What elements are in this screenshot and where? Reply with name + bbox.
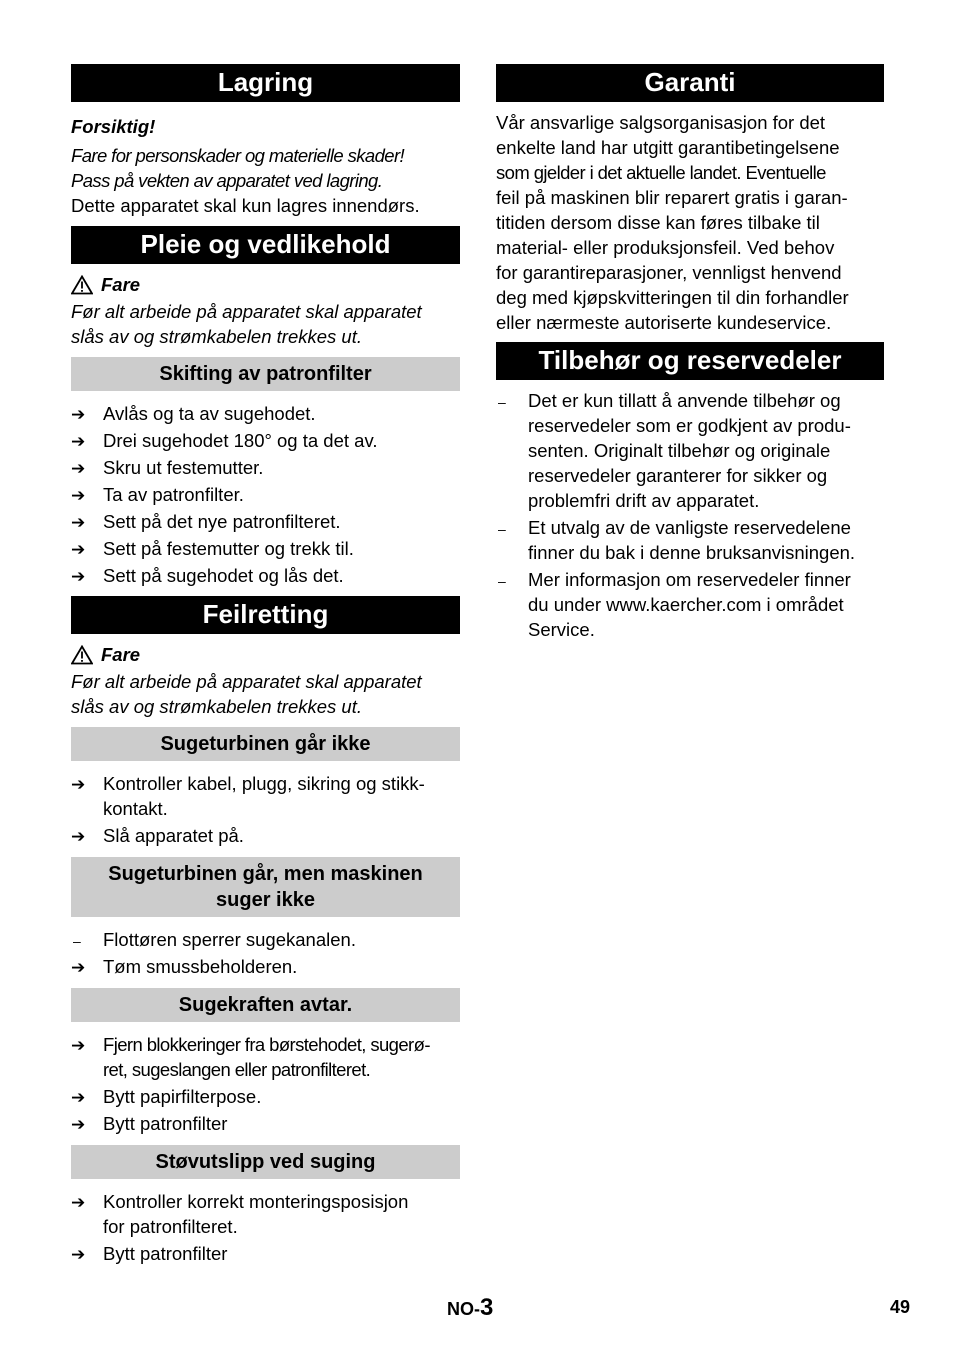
heading-lagring: Lagring (71, 64, 460, 102)
heading-garanti: Garanti (496, 64, 884, 102)
arrow-right-icon (71, 401, 97, 428)
arrow-right-icon (71, 823, 97, 850)
list-item: ➔ Bytt patronfilter (71, 1111, 460, 1136)
arrow-right-icon (71, 563, 97, 590)
arrow-right-icon (71, 455, 97, 482)
footer-page-local (447, 1294, 493, 1322)
list-item: – Det er kun tillatt å anvende tilbehør og reservedeler som er godkjent av produ- senten. Originalt tilbehør og originale reservedeler garanterer for sikker og problemfri drift av apparatet. (496, 388, 884, 513)
arrow-right-icon (71, 428, 97, 455)
danger-note (71, 274, 460, 296)
heading-pleie: Pleie og vedlikehold (71, 226, 460, 264)
heading-tilbehor: Tilbehør og reservedeler (496, 342, 884, 380)
danger-line: Før alt arbeide på apparatet skal apparatet (71, 301, 422, 322)
list-item: ➔ Fjern blokkeringer fra børstehodet, sugerø- ret, sugeslangen eller patronfilteret. (71, 1032, 460, 1082)
garanti-line: material- eller produksjonsfeil. Ved behov (496, 237, 835, 258)
garanti-line: deg med kjøpskvitteringen til din forhandler (496, 287, 849, 308)
list-item: ➔ Ta av patronfilter. (71, 482, 460, 507)
garanti-line: enkelte land har utgitt garantibetingelsene (496, 137, 840, 158)
arrow-right-icon (71, 1111, 97, 1138)
danger-label: Fare (101, 644, 141, 665)
list-item: ➔ Slå apparatet på. (71, 823, 460, 848)
subheading-sugeturbin: Sugeturbinen går ikke (71, 727, 460, 761)
footer-page-global: 49 (890, 1297, 911, 1317)
footer-lang: NO- (447, 1299, 480, 1319)
steps-list (71, 927, 460, 979)
caution-line: Fare for personskader og materielle skader! (71, 145, 405, 166)
garanti-line: som gjelder i det aktuelle landet. Eventuelle (496, 162, 826, 183)
steps-list (71, 1032, 460, 1136)
subheading-suger-ikke: Sugeturbinen går, men maskinen suger ikke (71, 857, 460, 917)
danger-line: Før alt arbeide på apparatet skal apparatet (71, 671, 422, 692)
list-item: ➔ Bytt papirfilterpose. (71, 1084, 460, 1109)
tilbehor-list (496, 388, 884, 642)
arrow-right-icon (71, 536, 97, 563)
subheading-sugekraft: Sugekraften avtar. (71, 988, 460, 1022)
steps-list (71, 771, 460, 848)
garanti-line: Vår ansvarlige salgsorganisasjon for det (496, 112, 826, 133)
subheading-stovutslipp: Støvutslipp ved suging (71, 1145, 460, 1179)
arrow-right-icon (71, 1084, 97, 1111)
right-column (496, 64, 884, 644)
list-item: ➔ Sett på sugehodet og lås det. (71, 563, 460, 588)
list-item: ➔ Tøm smussbeholderen. (71, 954, 460, 979)
list-item: ➔ Sett på festemutter og trekk til. (71, 536, 460, 561)
dash-bullet-icon (496, 388, 522, 415)
steps-list (71, 401, 460, 588)
list-item: ➔ Avlås og ta av sugehodet. (71, 401, 460, 426)
subheading-skifting: Skifting av patronfilter (71, 357, 460, 391)
dash-bullet-icon (71, 927, 97, 954)
garanti-line: titiden dersom disse kan føres tilbake til (496, 212, 820, 233)
arrow-right-icon (71, 954, 97, 981)
arrow-right-icon (71, 509, 97, 536)
list-item: ➔ Kontroller kabel, plugg, sikring og stikk- kontakt. (71, 771, 460, 821)
danger-line: slås av og strømkabelen trekkes ut. (71, 696, 362, 717)
dash-bullet-icon (496, 567, 522, 594)
left-column (71, 64, 460, 1268)
garanti-line: eller nærmeste autoriserte kundeservice. (496, 312, 832, 333)
arrow-right-icon (71, 1032, 97, 1059)
warning-triangle-icon (71, 645, 93, 665)
garanti-line: feil på maskinen blir reparert gratis i garan- (496, 187, 848, 208)
caution-line: Pass på vekten av apparatet ved lagring. (71, 170, 383, 191)
list-item: – Et utvalg av de vanligste reservedelene finner du bak i denne bruksanvisningen. (496, 515, 884, 565)
list-item: ➔ Kontroller korrekt monteringsposisjon for patronfilteret. (71, 1189, 460, 1239)
list-item: – Flottøren sperrer sugekanalen. (71, 927, 460, 952)
list-item: – Mer informasjon om reservedeler finner du under www.kaercher.com i området Service. (496, 567, 884, 642)
list-item: ➔ Bytt patronfilter (71, 1241, 460, 1266)
arrow-right-icon (71, 1189, 97, 1216)
heading-feilretting: Feilretting (71, 596, 460, 634)
arrow-right-icon (71, 771, 97, 798)
arrow-right-icon (71, 1241, 97, 1268)
dash-bullet-icon (496, 515, 522, 542)
garanti-line: for garantireparasjoner, vennligst henvend (496, 262, 842, 283)
caution-label: Forsiktig! (71, 116, 156, 137)
footer-page-number: 3 (480, 1294, 494, 1321)
warning-triangle-icon (71, 275, 93, 295)
lagring-text: Dette apparatet skal kun lagres innendørs. (71, 195, 420, 216)
danger-label: Fare (101, 274, 141, 295)
list-item: ➔ Sett på det nye patronfilteret. (71, 509, 460, 534)
list-item: ➔ Drei sugehodet 180° og ta det av. (71, 428, 460, 453)
arrow-right-icon (71, 482, 97, 509)
list-item: ➔ Skru ut festemutter. (71, 455, 460, 480)
steps-list (71, 1189, 460, 1266)
danger-line: slås av og strømkabelen trekkes ut. (71, 326, 362, 347)
danger-note (71, 644, 460, 666)
